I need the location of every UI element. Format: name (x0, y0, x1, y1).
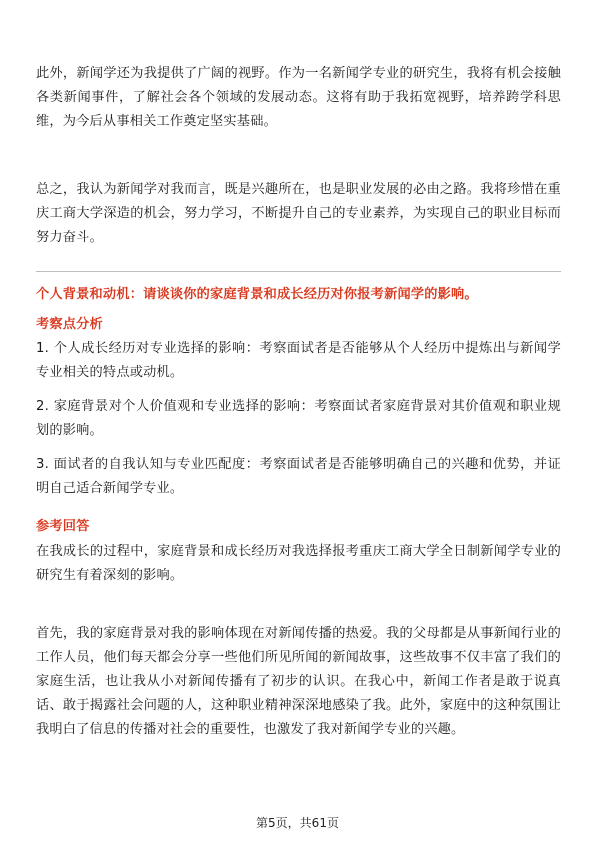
section-divider (36, 271, 561, 272)
analysis-heading: 考察点分析 (36, 317, 103, 332)
analysis-item-3: 3. 面试者的自我认知与专业匹配度：考察面试者是否能够明确自己的兴趣和优势，并证明自己适合新闻学专业。 (36, 457, 561, 496)
question-heading: 个人背景和动机：请谈谈你的家庭背景和成长经历对你报考新闻学的影响。 (36, 287, 478, 302)
answer-paragraph-1: 在我成长的过程中，家庭背景和成长经历对我选择报考重庆工商大学全日制新闻学专业的研究生有着深刻的影响。 (36, 544, 561, 583)
paragraph-conclusion: 总之，我认为新闻学对我而言，既是兴趣所在，也是职业发展的必由之路。我将珍惜在重庆工商大学深造的机会，努力学习，不断提升自己的专业素养，为实现自己的职业目标而努力奋斗。 (36, 182, 561, 245)
paragraph-horizon: 此外，新闻学还为我提供了广阔的视野。作为一名新闻学专业的研究生，我将有机会接触各类新闻事件，了解社会各个领域的发展动态。这将有助于我拓宽视野，培养跨学科思维，为今后从事相关工作奠定坚实基础。 (36, 66, 561, 129)
answer-heading: 参考回答 (36, 519, 90, 534)
answer-paragraph-2: 首先，我的家庭背景对我的影响体现在对新闻传播的热爱。我的父母都是从事新闻行业的工作人员，他们每天都会分享一些他们所见所闻的新闻故事，这些故事不仅丰富了我们的家庭生活，也让我从小对新闻传播有了初步的认识。在我心中，新闻工作者是敢于说真话、敢于揭露社会问题的人，这种职业精神深深地感染了我。此外，家庭中的这种氛围让我明白了信息的传播对社会的重要性，也激发了我对新闻学专业的兴趣。 (36, 626, 561, 737)
page-number-footer: 第5页，共61页 (256, 816, 339, 830)
analysis-item-2: 2. 家庭背景对个人价值观和专业选择的影响：考察面试者家庭背景对其价值观和职业规划的影响。 (36, 399, 561, 438)
analysis-item-1: 1. 个人成长经历对专业选择的影响：考察面试者是否能够从个人经历中提炼出与新闻学专业相关的特点或动机。 (36, 341, 561, 380)
